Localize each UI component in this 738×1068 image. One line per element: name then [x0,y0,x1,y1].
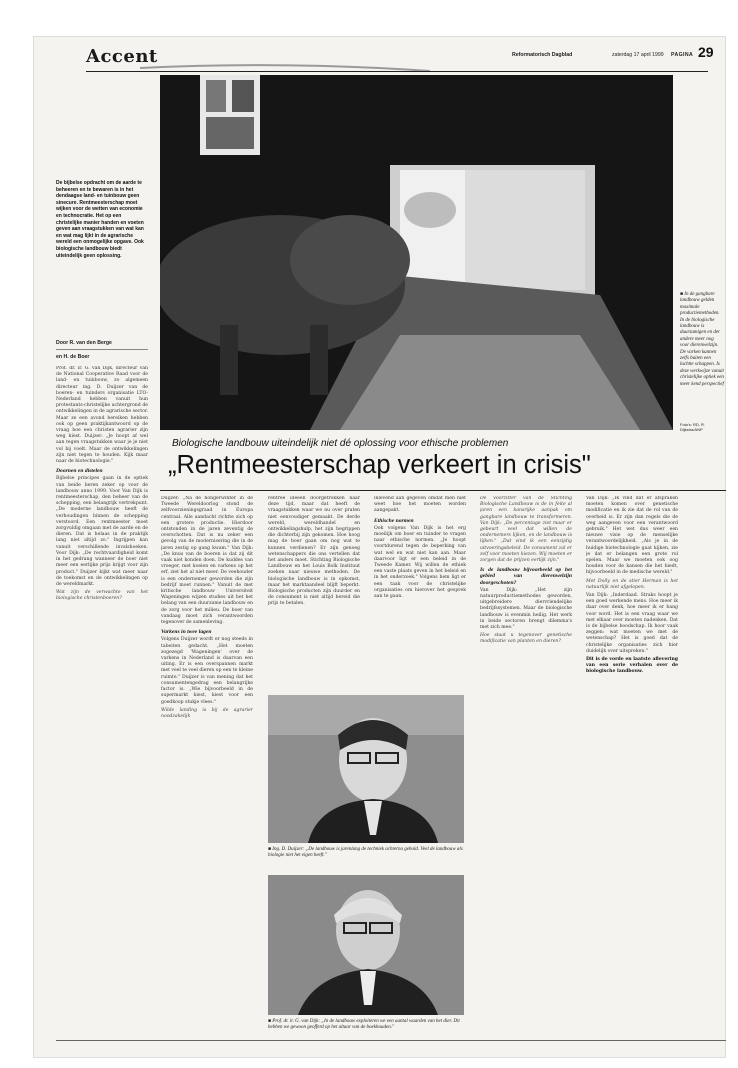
header-rule [86,71,708,72]
main-photo-pig [160,75,673,430]
headline-rule [160,490,726,491]
main-photo-caption: ■ In de gangbare landbouw gelden maximale productiemethoden. In de biologische landbouw is duurzamigen en der andere meer nog voor dierenwelzijn. De varken kunnen zelfs buiten een luchtte schappen. Is deze werkwijze vanuit christelijke optiek een meer kend perspectief [680,292,724,387]
portrait-van-dijk [268,875,464,1015]
portrait-duijzer-caption: ■ Ing. D. Duijzer: „De landbouw is jarenlang de techniek achterna gehold. Veel de landbouw als biologie niet het eigen heeft." [268,847,463,859]
footer-rule [56,1040,726,1041]
col6-quote: Met Dolly en de stier Herman is het natuurlijk niet afgelopen. [586,578,678,590]
subhead-ethische: Ethische normen [374,517,414,524]
page-number: 29 [698,44,714,60]
col5-more: Van Dijk: „Het zijn natuurproductiemethodes geworden, uitgebreidere diervriendelijke bedrijfssystemen. Maar de biologische landbouw is evenmin heilig. Het werk in beide sectoren brengt dilemma's met zich mee." [480,587,572,631]
col5-quote: Hoe staat u tegenover genetische modificatie van planten en dieren? [480,633,572,645]
col2-more: Volgens Duijzer wordt er nog steeds in tabeiten gedacht. „Het moeten zogezegd 'Wageningen' over de varkens in Nederland is daarvan een uiting. Er is een overspannen markt met veel te veel dieren op een te kleine ruimte." Duijzer is van mening dat het consumentengedrag een belangrijke factor is. „Wie bijvoorbeeld in de supermarkt kiest, kiest voor een goedkoop stukje vlees." [161,637,253,705]
photo-credit: Foto's: RD, R. Dijkstra/ANP [680,422,705,432]
subhead-dierenwelzijn: Is de landbouw bijvoorbeeld op het gebied van dierenwelzijn doorgeschoten? [480,567,572,586]
col4-text: inlevend aan gegeven omdat men niet weet hoe het moeten worden aangepakt. [374,496,466,514]
article-column-2 [161,496,253,1036]
caption-marker-icon: ■ [680,292,685,297]
byline-2: en H. de Boer [56,354,90,360]
portrait-van-dijk-caption: ■ Prof. dr. ir. G. van Dijk: „In de landbouw exploiteren we een aantal waarden van het dier. Dit hebben we gewoon geofferd op het altaar van de boekhouden." [268,1019,460,1031]
col4-more: Ook volgens Van Dijk is het erg moeilijk om boer en tuinder te vragen naar ethische normen. „Je hoopt voortdurend tegen de beperking van wat wel en wat niet kan aan. Maar daarvoor ligt er een beleid in de Tweede Kamer. Wij willen de ethiek een vaste plaats geven in het beleid en in het onderzoek." Volgens hem ligt er een taak voor de christelijke organisaties om hierover het gesprek aan te gaan. [374,525,466,600]
col5-text: De voorzitter van de Stichting Biologische Landbouw is de in feite al jaren een kansrijke aanpak om gangbare landbouw te transformeren. Van Dijk: „De percentage ziet maar er gebeurt veel dat willen de ondernemers lijken, en de landbouw is lijken." „Dat vind ik een eenzijdig uitvoeringsbeleid. De consument zal er zelf voor moeten kiezen. Wij moeten er zorgen dat de prijzen eerlijk zijn." [480,496,572,564]
series-note: Dit is de vorde en laatste aflevering van een serie verhalen over de biologische landbouw. [586,657,678,675]
headline-title: „Rentmeesterschap verkeert in crisis" [168,451,591,479]
headline-kicker: Biologische landbouw uiteindelijk niet dé oplossing voor ethische problemen [172,438,509,449]
article-column-5 [480,496,572,1036]
col1-paragraph: Prof. dr. ir. G. van Dijk, directeur van de National Cooperative Raad voor de land- en tuinbouw, zo algemeen directeur ing. D. Duijzer van de boeren- en tuinders organisatie LTO-Nederland hebben vanuit hun protestants-christelijke achtergrond de ontwikkelingen in de agrarische sector. Maar ze een avond bereiken hebben ook op geen praktijkantwoord op de vraag hoe een christen agrarier zijn weg kiest. Duijzer: „Je hoopt af wel aan tegen vraagstukken waar je je niet vol bij voelt. Maar de ontwikkelingen zijn niet tegen te houden. Kijk maar naar de biotechnologie." [56,366,148,465]
section-title: Accent [86,46,158,67]
col6-more: Van Dijk: „Inderdaad. Straks hoopt je een goed werkende mens. Hoe meer ik daar over denk, hoe meer ik er bang voor word. Het is een vraag waar we met elkaar over moeten nadenken. Dat is de bijbelse boodschap. Ik hoor vaak zeggen: wat moeten we met de wetenschap? Het is goed dat de christelijke organisaties zich hier duidelijk over uitspreken." [586,593,678,654]
byline-rule [56,349,148,350]
page-label: PAGINA [671,52,694,58]
masthead: Reformatorisch Dagblad [512,52,573,58]
col6-text: Van Dijk: „Ik vind dat er afspraken moeten komen over genetische modificatie en ik zie dat de rol van de overheid is. Er zijn dan regels die de weg aangeven voor een verantwoord gebruik." Het wet dus weer een nieuwe visie op de menselijke verantwoordelijkheid. „Als je in de huidige biotechnologie gaat kijken, zie je dat er belangen een grote rol spelen. Maar we moeten ook oog houden voor de kansen die het biedt, bijvoorbeeld in de medische wereld." [586,496,678,576]
article-column-3: rentree ideeën doorgetrokken naar deze tijd, maar dat heeft de vraagstukken waar we nu over praten niet eenvoudiger gemaakt. De derde wereld, wereldhandel en ontwikkelingshulp, het zijn begrippen die dichterbij zijn gekomen. Hoe hoog mag de boer gaan om nog wat te kunnen verdienen? Er zijn genoeg wetenschappers die ons vertellen dat het anders moet. Stichting Biologische Landbouw en het Louis Bolk Instituut zoeken naar nieuwe methoden. De biologische landbouw is in opkomst, maar het marktaandeel blijft beperkt. Biologische producten zijn duurder en de consument is niet altijd bereid die prijs te betalen. [268,496,360,607]
portrait-duijzer [268,695,464,843]
col2-text: Duijzer: „Na de hongerwinter in de Tweede Wereldoorlog stond de zelfvoorzieningsgraad in Europa centraal. Alle aandacht richtte zich op een grotere productie. Hierdoor ontstonden in de jaren zeventig de overschotten. Dat is nu zeker een gevolg van de modernisering die in de jaren zestig op gang kwam." Van Dijk: „De knus van de boeren is dat zij dit vaak niet konden doen. De kuddes van vroeger, met koeien en varkens op het erf, ziet het al niet meer. De veehouder is een ondernemer geworden die zijn bedrijf moet runnen." Vanuit de met kritische landbouw Universiteit Wageningen wijzen studies uit het het belang van een duurzame landbouw en de zorg voor het milieu. De boer van vandaag moet zich verantwoorden tegenover de samenleving. [161,496,253,626]
col2-quote: Wilde landing is bij de agrarier noodzakelijk [161,707,253,719]
header-date: zaterdag 17 april 1999 [612,52,664,58]
article-column-4 [374,496,466,681]
article-column-1 [56,366,148,1026]
bottom-question: Wat zijn de verwachte van het biologische christenboeren? [56,590,148,602]
col1-more: Bijbelse principes gaan in de optiek van beide heren zeker op voor de landbouw anno 1999. Voor Van Dijk is rentmeesterschap, den beheer van de schepping, een belangrijk vertrekpunt. „De moderne landbouw heeft de verhoudingen binnen de schepping verstoord. Een rentmeester moet zorgvuldig omgaan met de aarde en de dieren. Dat is helaas in de praktijk lang niet altijd zo." Ingrijpen kan vanuit verschillende invalshoeken. Voor Dijk: „De rechtvaardigheid komt in het gedrang wanneer de boer niet meer een eerlijke prijs krijgt voor zijn product." Duijzer kijkt wat meer naar de toekomst en de ontwikkelingen op de wereldmarkt. [56,476,148,587]
article-column-6 [586,496,678,1036]
subhead-varkens: Varkens in twee lagen [161,629,212,636]
caption-marker-icon: ■ [268,1019,273,1024]
byline-1: Door R. van den Berge [56,340,112,346]
intro-text: De bijbelse opdracht om de aarde te beheeren en te bewaren is in het dendaagse land- en tuinbouw geen sinecure. Rentmeesterschap moet wijken voor de wetten van economie en technocratie. Het op een christelijke manier handen en voeten geven aan vraagstukken van wat kan en wat mag lijkt in de agrarische wereld een onmogelijke opgave. Ook biologische landbouw biedt uiteindelijk geen oplossing. [56,180,144,259]
header-swoosh-icon [140,58,430,68]
caption-marker-icon: ■ [268,847,273,852]
subhead-doornen: Doornen en distelen [56,468,103,475]
